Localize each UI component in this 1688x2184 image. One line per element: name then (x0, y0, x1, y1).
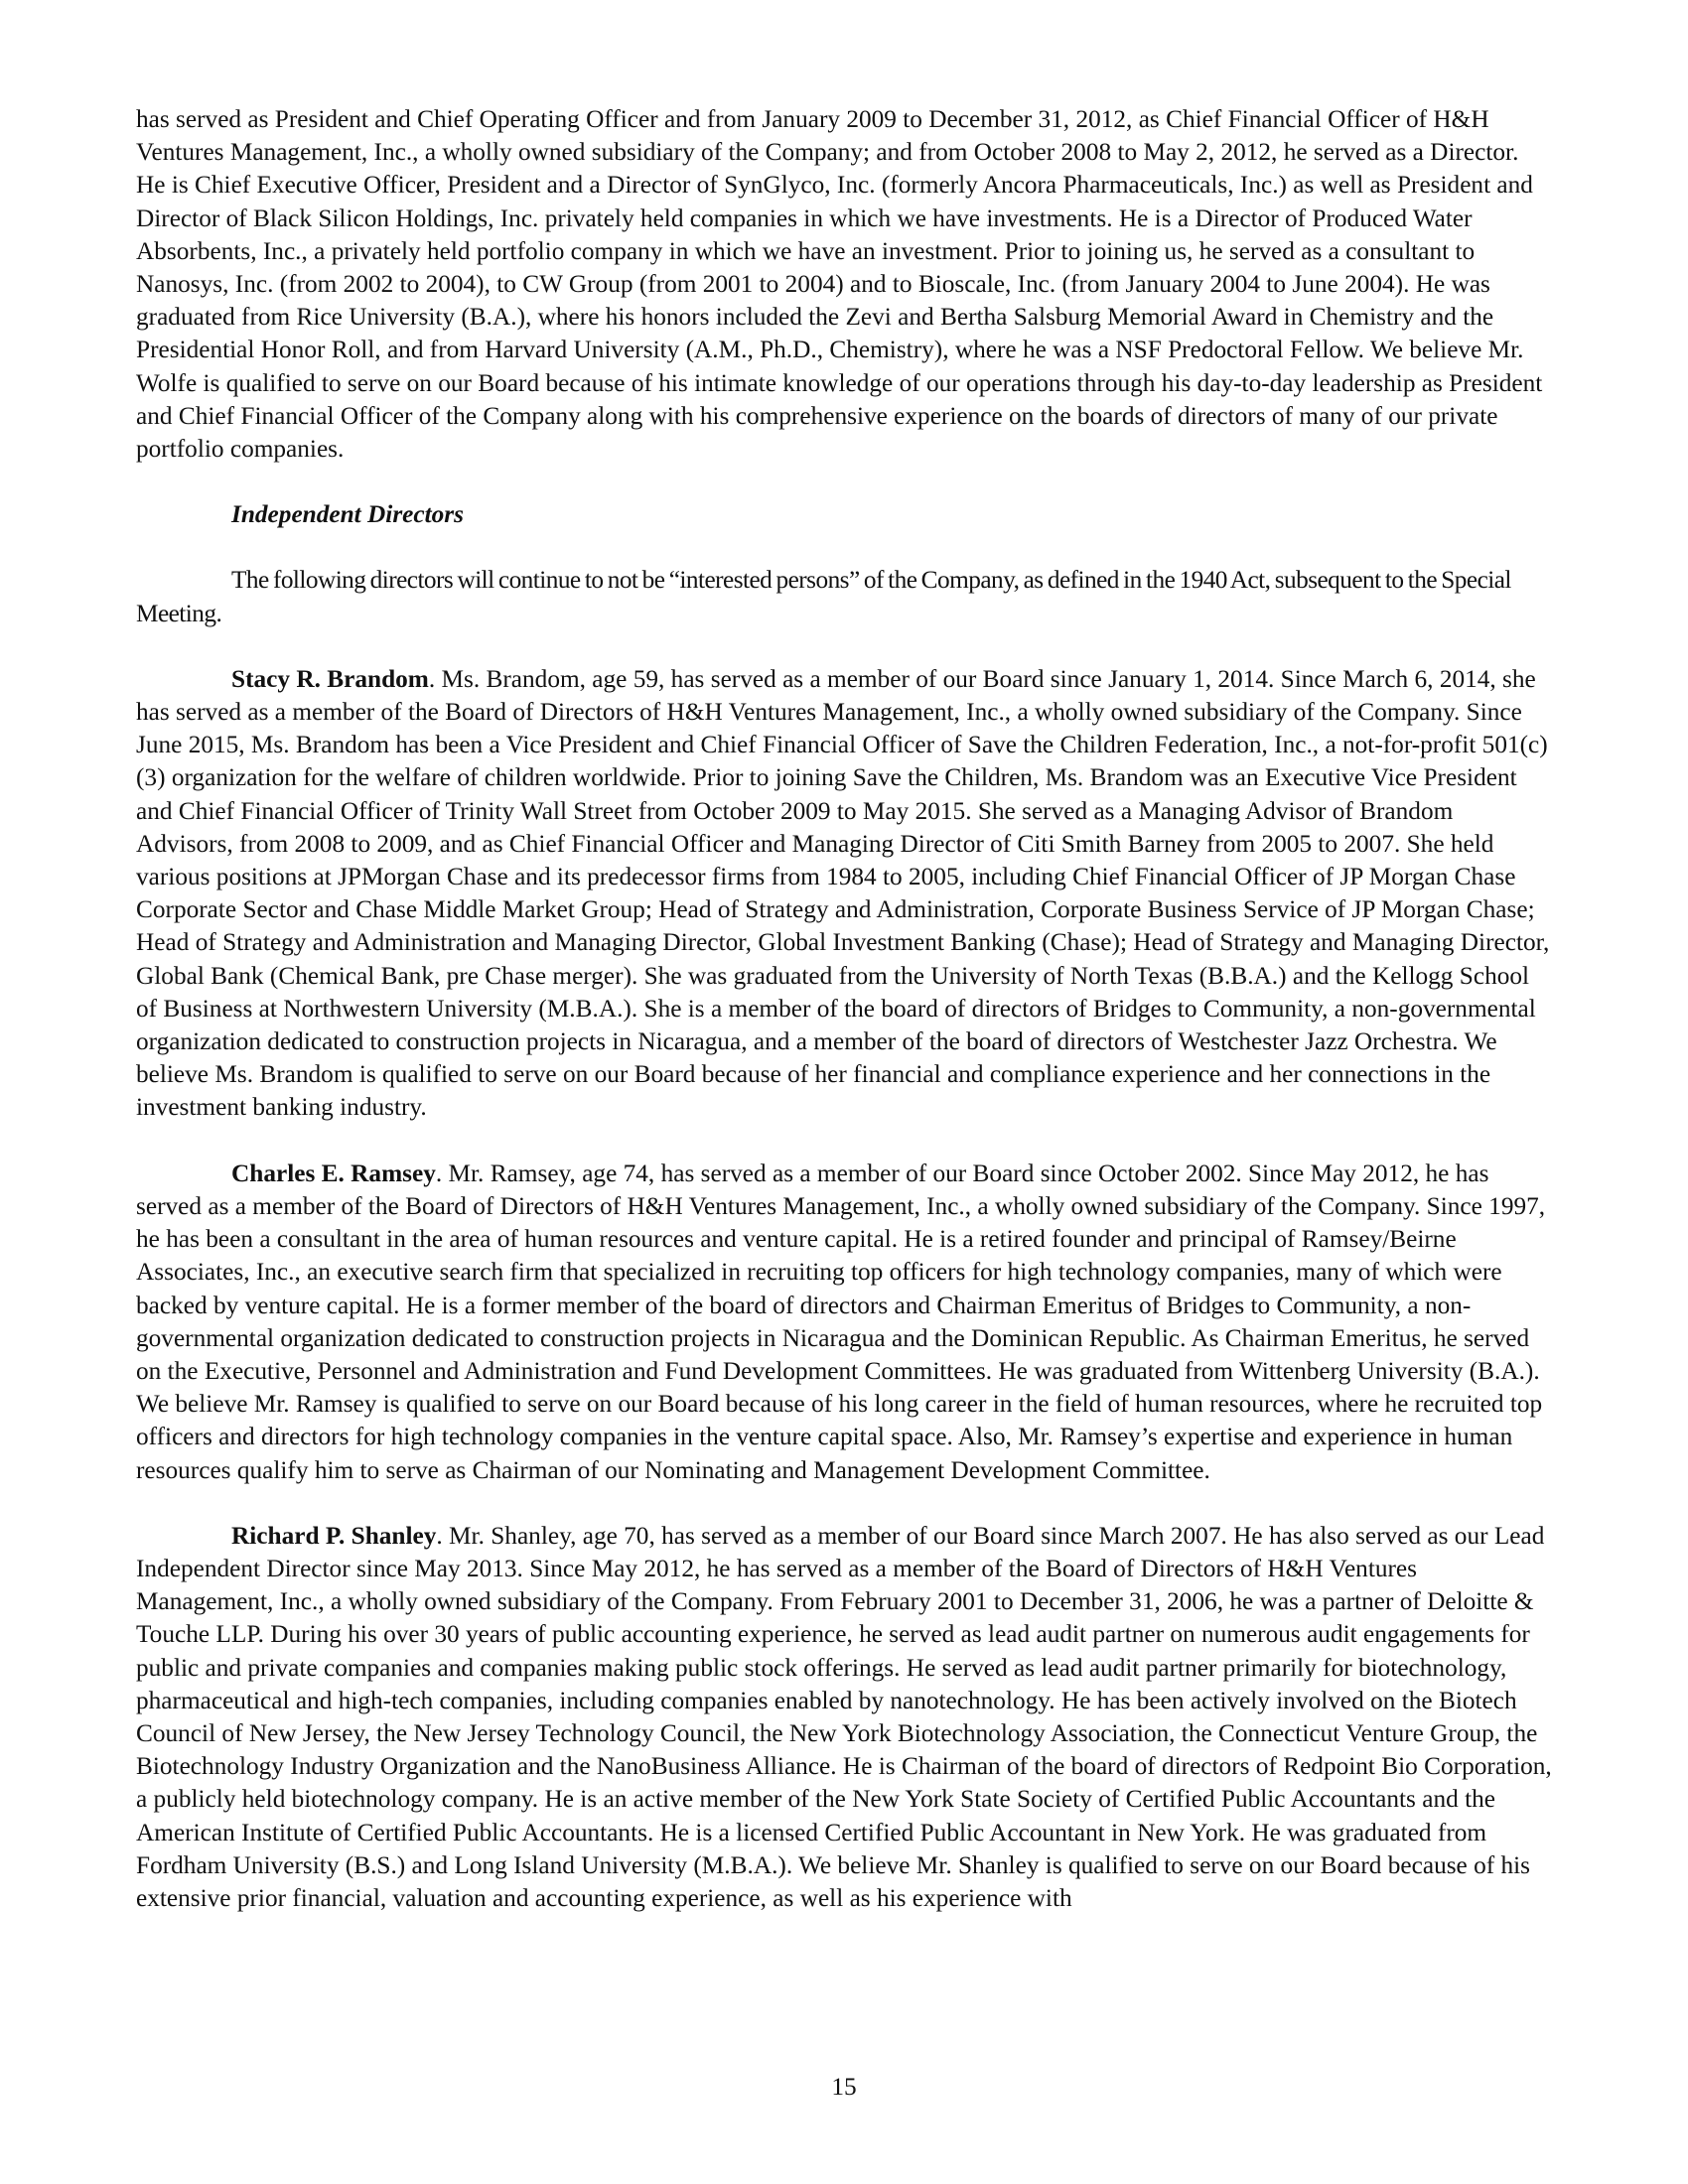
page-number: 15 (831, 2073, 857, 2101)
director-bio-text-ramsey: . Mr. Ramsey, age 74, has served as a member of our Board since October 2002. Since May 2012, he has served as a member of the Board of Directors of H&H Ventures Management, Inc., a wholly owned subsidiary of the Company. Since 1997, he has been a consultant in the area of human resources and venture capital. He is a retired founder and principal of Ramsey/Beirne Associates, Inc., an executive search firm that specialized in recruiting top officers for high technology companies, many of which were backed by venture capital. He is a former member of the board of directors and Chairman Emeritus of Bridges to Community, a non-governmental organization dedicated to construction projects in Nicaragua and the Dominican Republic. As Chairman Emeritus, he served on the Executive, Personnel and Administration and Fund Development Committees. He was graduated from Wittenberg University (B.A.). We believe Mr. Ramsey is qualified to serve on our Board because of his long career in the field of human resources, where he recruited top officers and directors for high technology companies in the venture capital space. Also, Mr. Ramsey’s expertise and experience in human resources qualify him to serve as Chairman of our Nominating and Management Development Committee. (136, 1159, 1546, 1484)
director-name-ramsey: Charles E. Ramsey (231, 1159, 436, 1187)
director-bio-ramsey (136, 1158, 1554, 1487)
director-bio-text-shanley: . Mr. Shanley, age 70, has served as a member of our Board since March 2007. He has also served as our Lead Independent Director since May 2013. Since May 2012, he has served as a member of the Board of Directors of H&H Ventures Management, Inc., a wholly owned subsidiary of the Company. From February 2001 to December 31, 2006, he was a partner of Deloitte & Touche LLP. During his over 30 years of public accounting experience, he served as lead audit partner on numerous audit engagements for public and private companies and companies making public stock offerings. He served as lead audit partner primarily for biotechnology, pharmaceutical and high-tech companies, including companies enabled by nanotechnology. He has been actively involved on the Biotech Council of New Jersey, the New Jersey Technology Council, the New York Biotechnology Association, the Connecticut Venture Group, the Biotechnology Industry Organization and the NanoBusiness Alliance. He is Chairman of the board of directors of Redpoint Bio Corporation, a publicly held biotechnology company. He is an active member of the New York State Society of Certified Public Accountants and the American Institute of Certified Public Accountants. He is a licensed Certified Public Accountant in New York. He was graduated from Fordham University (B.S.) and Long Island University (M.B.A.). We believe Mr. Shanley is qualified to serve on our Board because of his extensive prior financial, valuation and accounting experience, as well as his experience with (136, 1521, 1552, 1912)
independent-directors-intro: The following directors will continue to not be “interested persons” of the Company, as defined in the 1940 Act, subsequent to the Special Meeting. (136, 566, 1511, 627)
director-name-brandom: Stacy R. Brandom (231, 664, 429, 693)
wolfe-bio-continuation: has served as President and Chief Operating Officer and from January 2009 to December 31, 2012, as Chief Financial Officer of H&H Ventures Management, Inc., a wholly owned subsidiary of the Company; and from October 2008 to May 2, 2012, he served as a Director. He is Chief Executive Officer, President and a Director of SynGlyco, Inc. (formerly Ancora Pharmaceuticals, Inc.) as well as President and Director of Black Silicon Holdings, Inc. privately held companies in which we have investments. He is a Director of Produced Water Absorbents, Inc., a privately held portfolio company in which we have an investment. Prior to joining us, he served as a consultant to Nanosys, Inc. (from 2002 to 2004), to CW Group (from 2001 to 2004) and to Bioscale, Inc. (from January 2004 to June 2004). He was graduated from Rice University (B.A.), where his honors included the Zevi and Bertha Salsburg Memorial Award in Chemistry and the Presidential Honor Roll, and from Harvard University (A.M., Ph.D., Chemistry), where he was a NSF Predoctoral Fellow. We believe Mr. Wolfe is qualified to serve on our Board because of his intimate knowledge of our operations through his day-to-day leadership as President and Chief Financial Officer of the Company along with his comprehensive experience on the boards of directors of many of our private portfolio companies. (136, 105, 1543, 464)
section-heading-independent-directors: Independent Directors (231, 500, 464, 529)
director-bio-brandom (136, 663, 1554, 1125)
document-page (136, 103, 1554, 1915)
director-bio-shanley (136, 1520, 1554, 1915)
director-name-shanley: Richard P. Shanley (231, 1521, 437, 1550)
director-bio-text-brandom: . Ms. Brandom, age 59, has served as a member of our Board since January 1, 2014. Since March 6, 2014, she has served as a member of the Board of Directors of H&H Ventures Management, Inc., a wholly owned subsidiary of the Company. Since June 2015, Ms. Brandom has been a Vice President and Chief Financial Officer of Save the Children Federation, Inc., a not-for-profit 501(c)(3) organization for the welfare of children worldwide. Prior to joining Save the Children, Ms. Brandom was an Executive Vice President and Chief Financial Officer of Trinity Wall Street from October 2009 to May 2015. She served as a Managing Advisor of Brandom Advisors, from 2008 to 2009, and as Chief Financial Officer and Managing Director of Citi Smith Barney from 2005 to 2007. She held various positions at JPMorgan Chase and its predecessor firms from 1984 to 2005, including Chief Financial Officer of JP Morgan Chase Corporate Sector and Chase Middle Market Group; Head of Strategy and Administration, Corporate Business Service of JP Morgan Chase; Head of Strategy and Administration and Managing Director, Global Investment Banking (Chase); Head of Strategy and Managing Director, Global Bank (Chemical Bank, pre Chase merger). She was graduated from the University of North Texas (B.B.A.) and the Kellogg School of Business at Northwestern University (M.B.A.). She is a member of the board of directors of Bridges to Community, a non-governmental organization dedicated to construction projects in Nicaragua, and a member of the board of directors of Westchester Jazz Orchestra. We believe Ms. Brandom is qualified to serve on our Board because of her financial and compliance experience and her connections in the investment banking industry. (136, 664, 1550, 1122)
